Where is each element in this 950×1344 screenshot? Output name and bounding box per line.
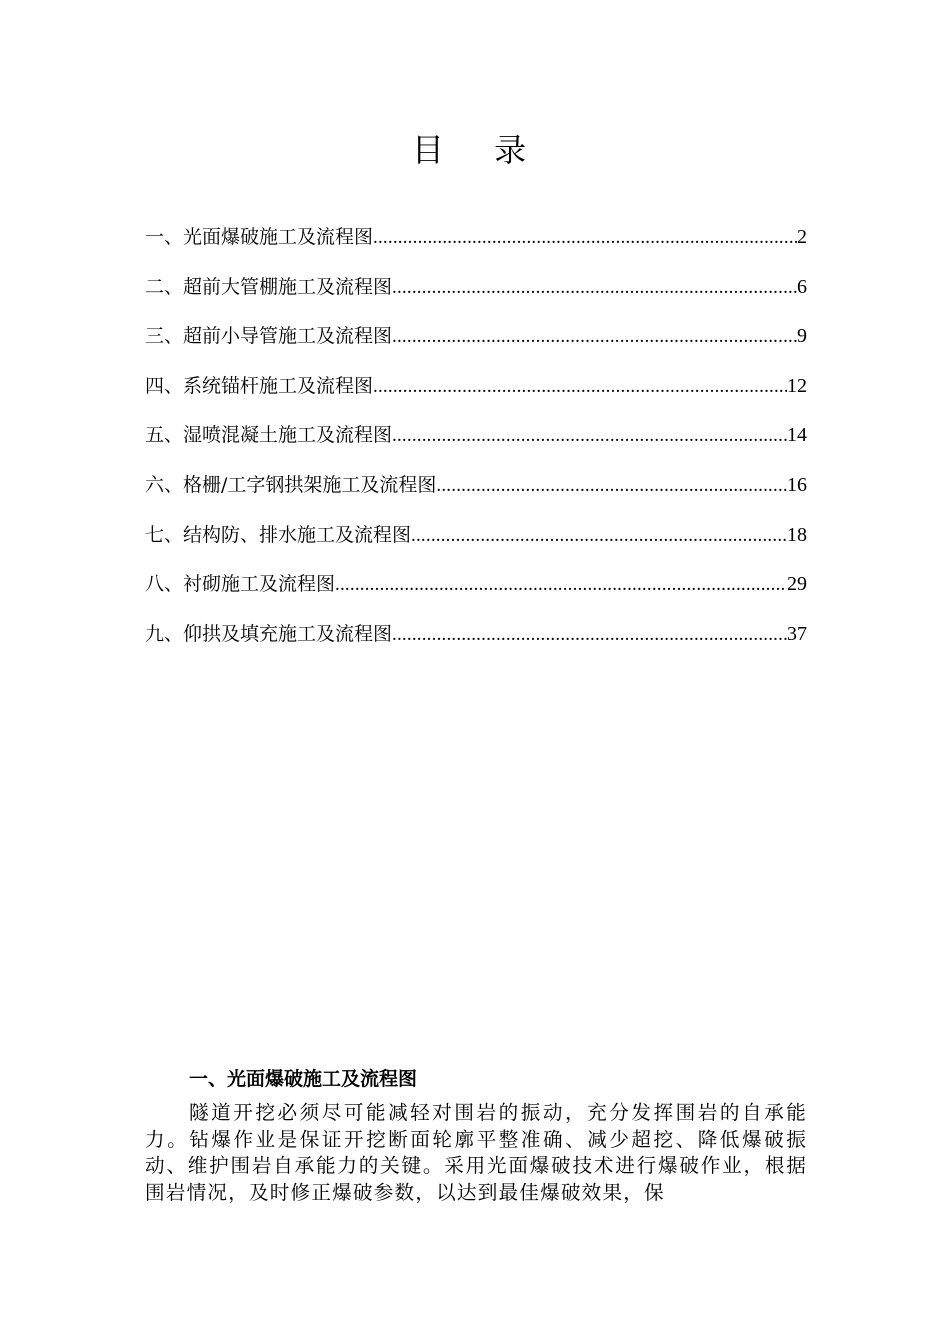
toc-entry[interactable] <box>145 272 807 322</box>
toc-page-number: 16 <box>787 473 807 496</box>
toc-entry[interactable] <box>145 619 807 669</box>
toc-entry[interactable] <box>145 321 807 371</box>
toc-dot-leader <box>392 322 797 352</box>
toc-entry[interactable] <box>145 520 807 570</box>
toc-entry[interactable] <box>145 420 807 470</box>
section-blasting <box>145 1062 807 1206</box>
section-paragraph: 隧道开挖必须尽可能减轻对围岩的振动，充分发挥围岩的自承能力。钻爆作业是保证开挖断面轮廓平整准确、减少超挖、降低爆破振动、维护围岩自承能力的关键。采用光面爆破技术进行爆破作业，根据围岩情况，及时修正爆破参数，以达到最佳爆破效果，保 <box>145 1101 807 1204</box>
toc-page-number: 2 <box>797 226 807 248</box>
toc-entry-text: 九、仰拱及填充施工及流程图 <box>145 622 393 645</box>
toc-page-number: 9 <box>797 325 807 348</box>
toc-dot-leader <box>436 471 787 501</box>
toc-entry-text: 六、格栅/工字钢拱架施工及流程图 <box>145 473 437 496</box>
toc-page-number: 37 <box>787 622 807 645</box>
toc-entry-text: 二、超前大管棚施工及流程图 <box>145 275 393 298</box>
toc-entry-text: 一、光面爆破施工及流程图 <box>145 226 374 248</box>
toc-dot-leader <box>335 570 787 600</box>
toc-entry-text: 四、系统锚杆施工及流程图 <box>145 374 374 397</box>
toc-entry[interactable] <box>145 569 807 619</box>
toc-dot-leader <box>392 421 787 451</box>
toc-dot-leader <box>373 223 797 253</box>
toc-dot-leader <box>373 372 787 402</box>
toc-entry-text: 七、结构防、排水施工及流程图 <box>145 523 412 546</box>
toc-page-number: 14 <box>787 424 807 447</box>
toc-page-number: 29 <box>787 573 807 596</box>
section-heading: 一、光面爆破施工及流程图 <box>189 1068 418 1090</box>
toc-page-number: 12 <box>787 374 807 397</box>
toc-entry[interactable] <box>145 371 807 421</box>
toc-entry-text: 八、衬砌施工及流程图 <box>145 573 336 596</box>
toc-entry[interactable] <box>145 222 807 272</box>
table-of-contents <box>145 222 807 668</box>
toc-dot-leader <box>411 521 787 551</box>
toc-entry-text: 三、超前小导管施工及流程图 <box>145 325 393 348</box>
toc-page-number: 6 <box>797 275 807 298</box>
toc-entry-text: 五、湿喷混凝土施工及流程图 <box>145 424 393 447</box>
toc-title: 目 录 <box>411 131 547 169</box>
toc-entry[interactable] <box>145 470 807 520</box>
toc-dot-leader <box>392 273 797 303</box>
toc-page-number: 18 <box>787 523 807 546</box>
toc-dot-leader <box>392 620 787 650</box>
